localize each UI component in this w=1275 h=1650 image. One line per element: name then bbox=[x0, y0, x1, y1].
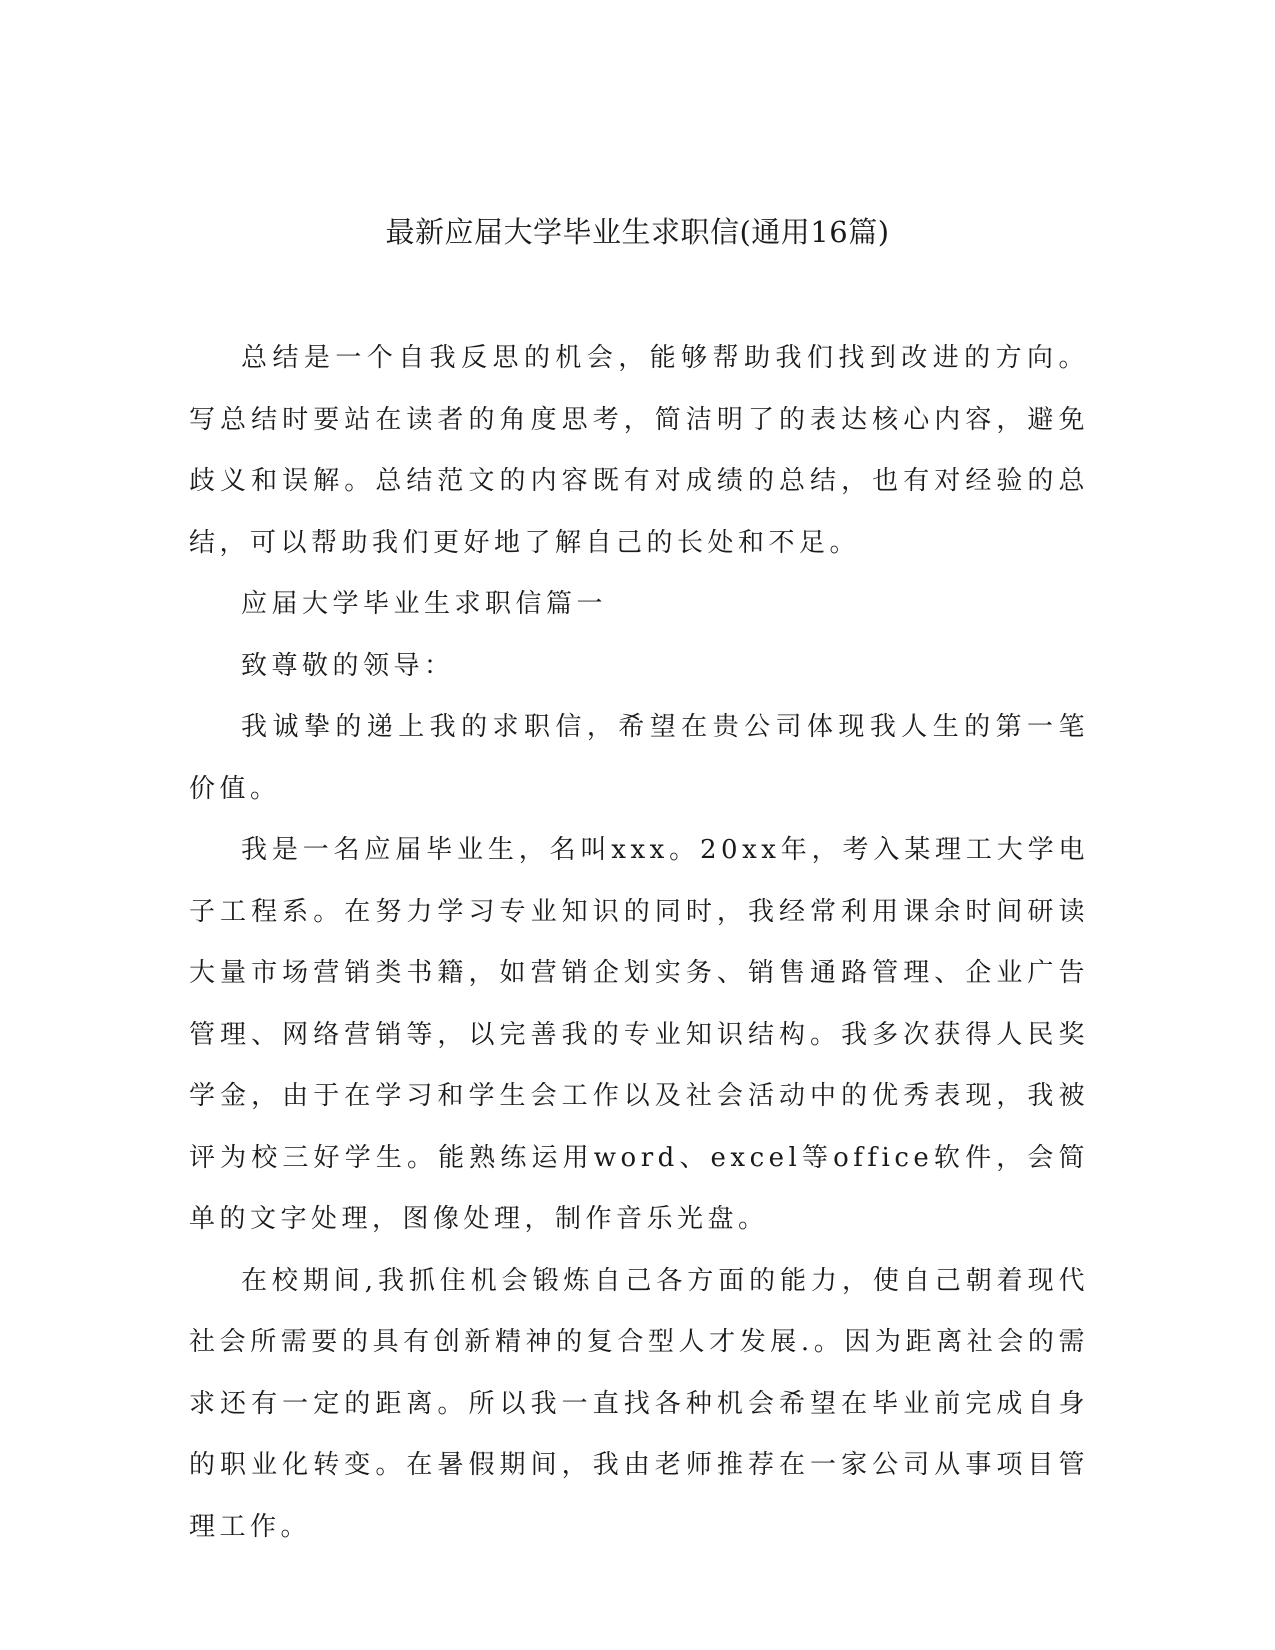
document-body bbox=[189, 328, 1089, 1558]
document-title: 最新应届大学毕业生求职信(通用16篇) bbox=[385, 215, 890, 249]
paragraph-campus: 在校期间,我抓住机会锻炼自己各方面的能力，使自己朝着现代社会所需要的具有创新精神的复合型人才发展.。因为距离社会的需求还有一定的距离。所以我一直找各种机会希望在毕业前完成自身的职业化转变。在暑假期间，我由老师推荐在一家公司从事项目管理工作。 bbox=[189, 1265, 1089, 1542]
paragraph-opening: 我诚挚的递上我的求职信，希望在贵公司体现我人生的第一笔价值。 bbox=[189, 712, 1089, 804]
paragraph-intro: 总结是一个自我反思的机会，能够帮助我们找到改进的方向。写总结时要站在读者的角度思考，简洁明了的表达核心内容，避免歧义和误解。总结范文的内容既有对成绩的总结，也有对经验的总结，可以帮助我们更好地了解自己的长处和不足。 bbox=[189, 343, 1089, 558]
paragraph-background: 我是一名应届毕业生，名叫xxx。20xx年，考入某理工大学电子工程系。在努力学习专业知识的同时，我经常利用课余时间研读大量市场营销类书籍，如营销企划实务、销售通路管理、企业广告管理、网络营销等，以完善我的专业知识结构。我多次获得人民奖学金，由于在学习和学生会工作以及社会活动中的优秀表现，我被评为校三好学生。能熟练运用word、excel等office软件，会简单的文字处理，图像处理，制作音乐光盘。 bbox=[189, 835, 1089, 1234]
salutation: 致尊敬的领导： bbox=[241, 650, 455, 681]
section-heading: 应届大学毕业生求职信篇一 bbox=[241, 589, 608, 619]
